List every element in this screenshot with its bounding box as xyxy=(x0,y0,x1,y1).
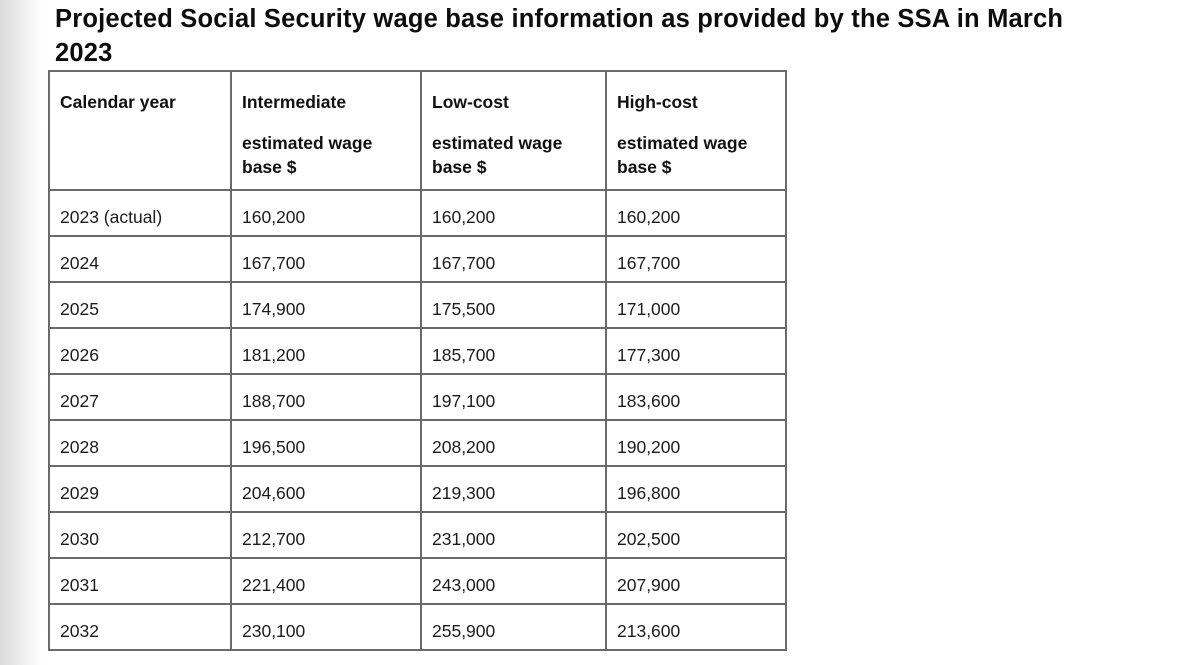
intermediate-cell: 230,100 xyxy=(231,604,421,650)
year-cell: 2026 xyxy=(49,328,231,374)
low-cost-cell: 160,200 xyxy=(421,190,606,236)
high-cost-cell: 196,800 xyxy=(606,466,786,512)
table-row xyxy=(49,512,786,558)
column-sublabel: estimated wage base $ xyxy=(617,133,748,177)
year-cell: 2025 xyxy=(49,282,231,328)
high-cost-cell: 171,000 xyxy=(606,282,786,328)
low-cost-cell: 231,000 xyxy=(421,512,606,558)
high-cost-cell: 160,200 xyxy=(606,190,786,236)
intermediate-cell: 167,700 xyxy=(231,236,421,282)
high-cost-cell: 183,600 xyxy=(606,374,786,420)
low-cost-cell: 167,700 xyxy=(421,236,606,282)
intermediate-cell: 212,700 xyxy=(231,512,421,558)
intermediate-cell: 204,600 xyxy=(231,466,421,512)
low-cost-cell: 208,200 xyxy=(421,420,606,466)
column-label: High-cost xyxy=(617,92,698,112)
year-cell: 2031 xyxy=(49,558,231,604)
intermediate-cell: 174,900 xyxy=(231,282,421,328)
table-row xyxy=(49,374,786,420)
year-cell: 2023 (actual) xyxy=(49,190,231,236)
table-row xyxy=(49,466,786,512)
intermediate-cell: 181,200 xyxy=(231,328,421,374)
year-cell: 2027 xyxy=(49,374,231,420)
table-row xyxy=(49,558,786,604)
low-cost-cell: 185,700 xyxy=(421,328,606,374)
intermediate-cell: 221,400 xyxy=(231,558,421,604)
column-label: Intermediate xyxy=(242,92,347,112)
low-cost-cell: 197,100 xyxy=(421,374,606,420)
table-body xyxy=(49,190,786,650)
table-row xyxy=(49,282,786,328)
low-cost-cell: 243,000 xyxy=(421,558,606,604)
page-title: Projected Social Security wage base information as provided by the SSA in March 2023 xyxy=(55,5,1064,67)
high-cost-cell: 177,300 xyxy=(606,328,786,374)
column-header-calendar-year xyxy=(49,71,231,190)
header-row xyxy=(49,71,786,190)
table-row xyxy=(49,604,786,650)
wage-base-table xyxy=(48,70,787,651)
year-cell: 2024 xyxy=(49,236,231,282)
high-cost-cell: 202,500 xyxy=(606,512,786,558)
column-header-low-cost xyxy=(421,71,606,190)
column-sublabel: estimated wage base $ xyxy=(242,133,373,177)
low-cost-cell: 175,500 xyxy=(421,282,606,328)
year-cell: 2029 xyxy=(49,466,231,512)
high-cost-cell: 213,600 xyxy=(606,604,786,650)
year-cell: 2032 xyxy=(49,604,231,650)
high-cost-cell: 167,700 xyxy=(606,236,786,282)
column-sublabel: estimated wage base $ xyxy=(432,133,563,177)
year-cell: 2028 xyxy=(49,420,231,466)
table-row xyxy=(49,328,786,374)
intermediate-cell: 188,700 xyxy=(231,374,421,420)
high-cost-cell: 207,900 xyxy=(606,558,786,604)
high-cost-cell: 190,200 xyxy=(606,420,786,466)
column-label: Calendar year xyxy=(60,92,176,112)
table-row xyxy=(49,236,786,282)
column-header-high-cost xyxy=(606,71,786,190)
table-row xyxy=(49,420,786,466)
low-cost-cell: 255,900 xyxy=(421,604,606,650)
page-left-edge-shade xyxy=(0,0,42,665)
year-cell: 2030 xyxy=(49,512,231,558)
column-label: Low-cost xyxy=(432,92,509,112)
intermediate-cell: 160,200 xyxy=(231,190,421,236)
table-row xyxy=(49,190,786,236)
low-cost-cell: 219,300 xyxy=(421,466,606,512)
column-header-intermediate xyxy=(231,71,421,190)
intermediate-cell: 196,500 xyxy=(231,420,421,466)
